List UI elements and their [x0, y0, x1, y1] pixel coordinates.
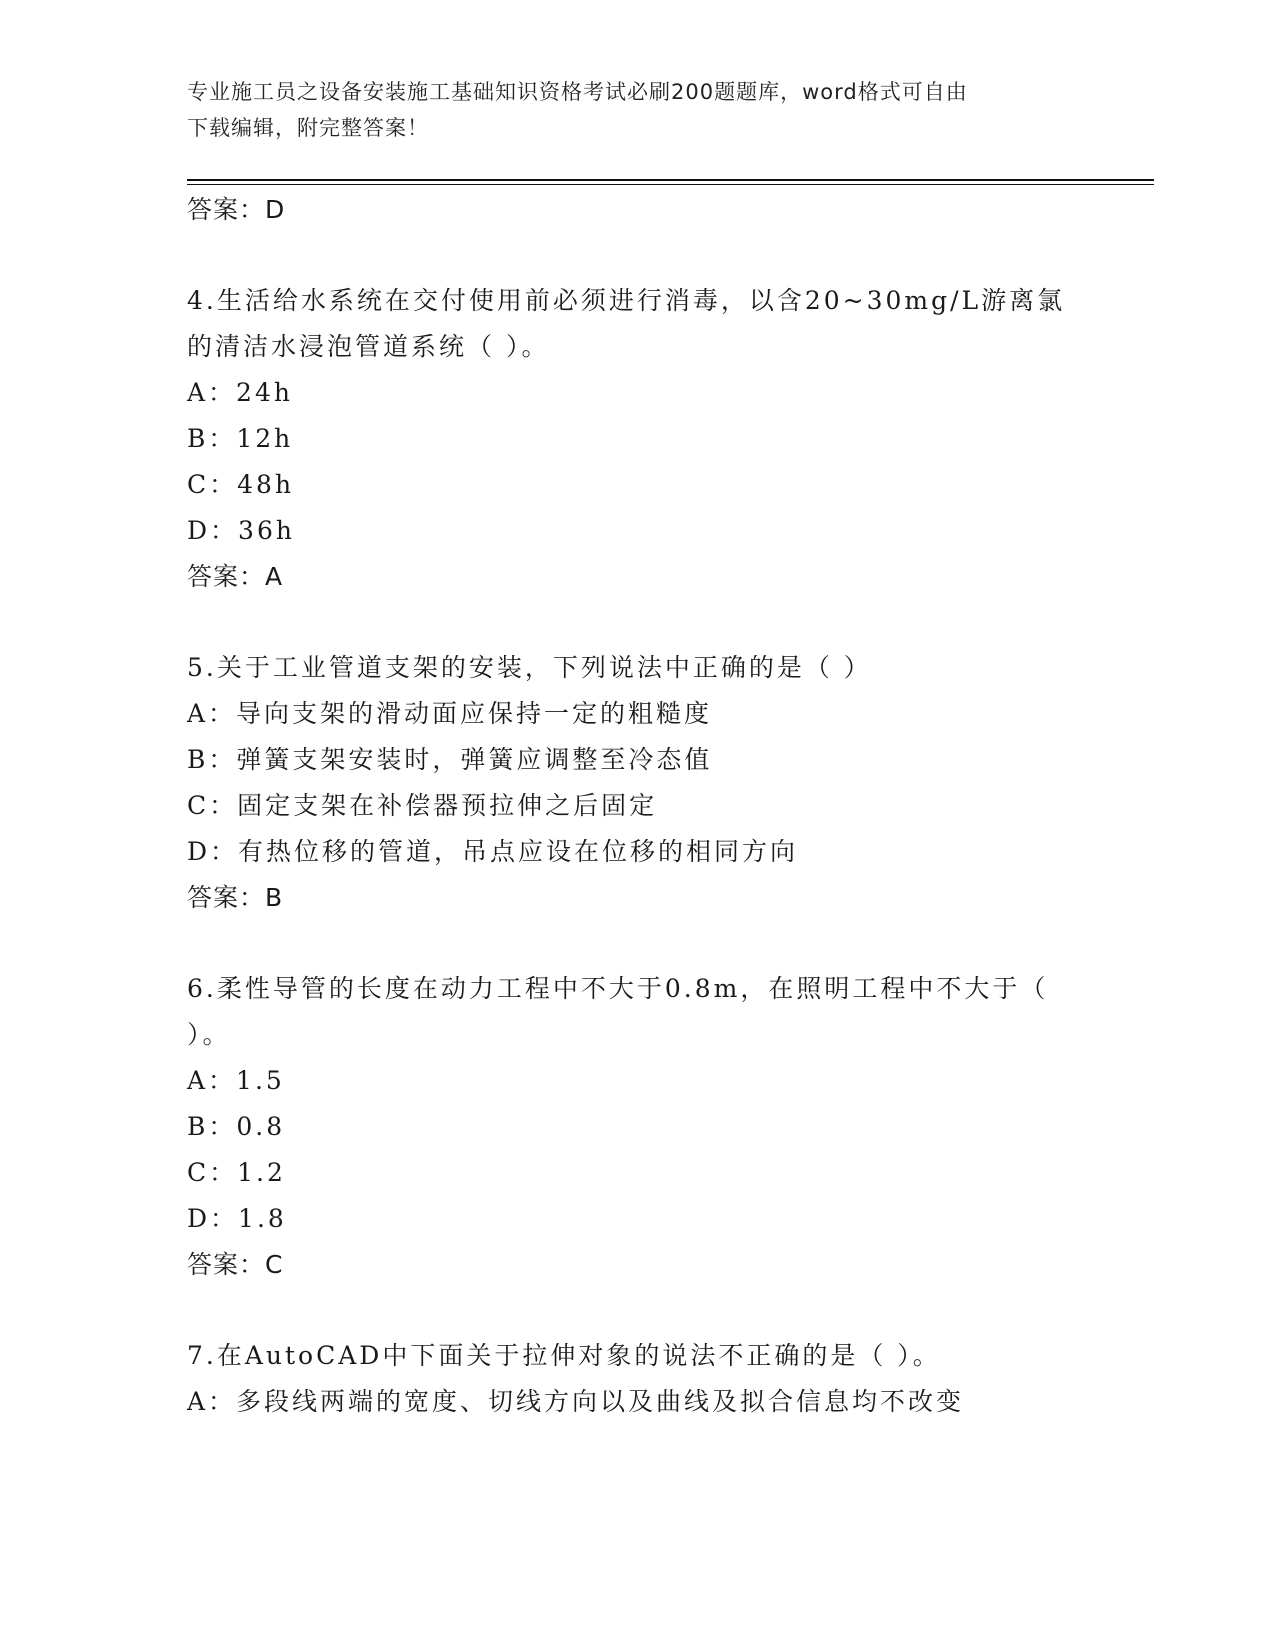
- option-b: B：12h: [187, 424, 294, 453]
- question-stem-continued: ）。: [187, 1020, 231, 1049]
- previous-answer: 答案：D: [187, 195, 286, 224]
- header-divider-thick: [187, 179, 1154, 181]
- question-5: [187, 645, 1087, 921]
- option-c: C：48h: [187, 470, 295, 499]
- spacer: [187, 1288, 1087, 1333]
- document-header: [187, 74, 1067, 146]
- answer: 答案：B: [187, 883, 284, 912]
- spacer: [187, 600, 1087, 645]
- option-c: C：固定支架在补偿器预拉伸之后固定: [187, 791, 658, 820]
- question-list: [187, 187, 1087, 1425]
- question-stem: 6.柔性导管的长度在动力工程中不大于0.8m，在照明工程中不大于（: [187, 974, 1049, 1003]
- option-a: A：1.5: [187, 1066, 285, 1095]
- option-d: D：36h: [187, 516, 295, 545]
- question-stem: 7.在AutoCAD中下面关于拉伸对象的说法不正确的是（ ）。: [187, 1341, 941, 1370]
- spacer: [187, 233, 1087, 278]
- spacer: [187, 921, 1087, 966]
- question-7: [187, 1333, 1087, 1425]
- answer: 答案：A: [187, 562, 284, 591]
- header-divider-thin: [187, 184, 1154, 185]
- question-stem: 4.生活给水系统在交付使用前必须进行消毒，以含20~30mg/L游离氯: [187, 286, 1066, 315]
- option-b: B：弹簧支架安装时，弹簧应调整至冷态值: [187, 745, 713, 774]
- answer: 答案：C: [187, 1250, 284, 1279]
- option-a: A：多段线两端的宽度、切线方向以及曲线及拟合信息均不改变: [187, 1387, 965, 1416]
- option-c: C：1.2: [187, 1158, 286, 1187]
- question-stem: 5.关于工业管道支架的安装，下列说法中正确的是（ ）: [187, 653, 872, 682]
- question-stem-continued: 的清洁水浸泡管道系统（ ）。: [187, 332, 550, 361]
- header-line-2: 下载编辑，附完整答案！: [187, 116, 429, 140]
- option-b: B：0.8: [187, 1112, 286, 1141]
- question-6: [187, 966, 1087, 1288]
- option-a: A：导向支架的滑动面应保持一定的粗糙度: [187, 699, 713, 728]
- option-d: D：1.8: [187, 1204, 287, 1233]
- option-a: A：24h: [187, 378, 293, 407]
- question-4: [187, 278, 1087, 600]
- header-line-1: 专业施工员之设备安装施工基础知识资格考试必刷200题题库，word格式可自由: [187, 80, 968, 104]
- option-d: D：有热位移的管道，吊点应设在位移的相同方向: [187, 837, 799, 866]
